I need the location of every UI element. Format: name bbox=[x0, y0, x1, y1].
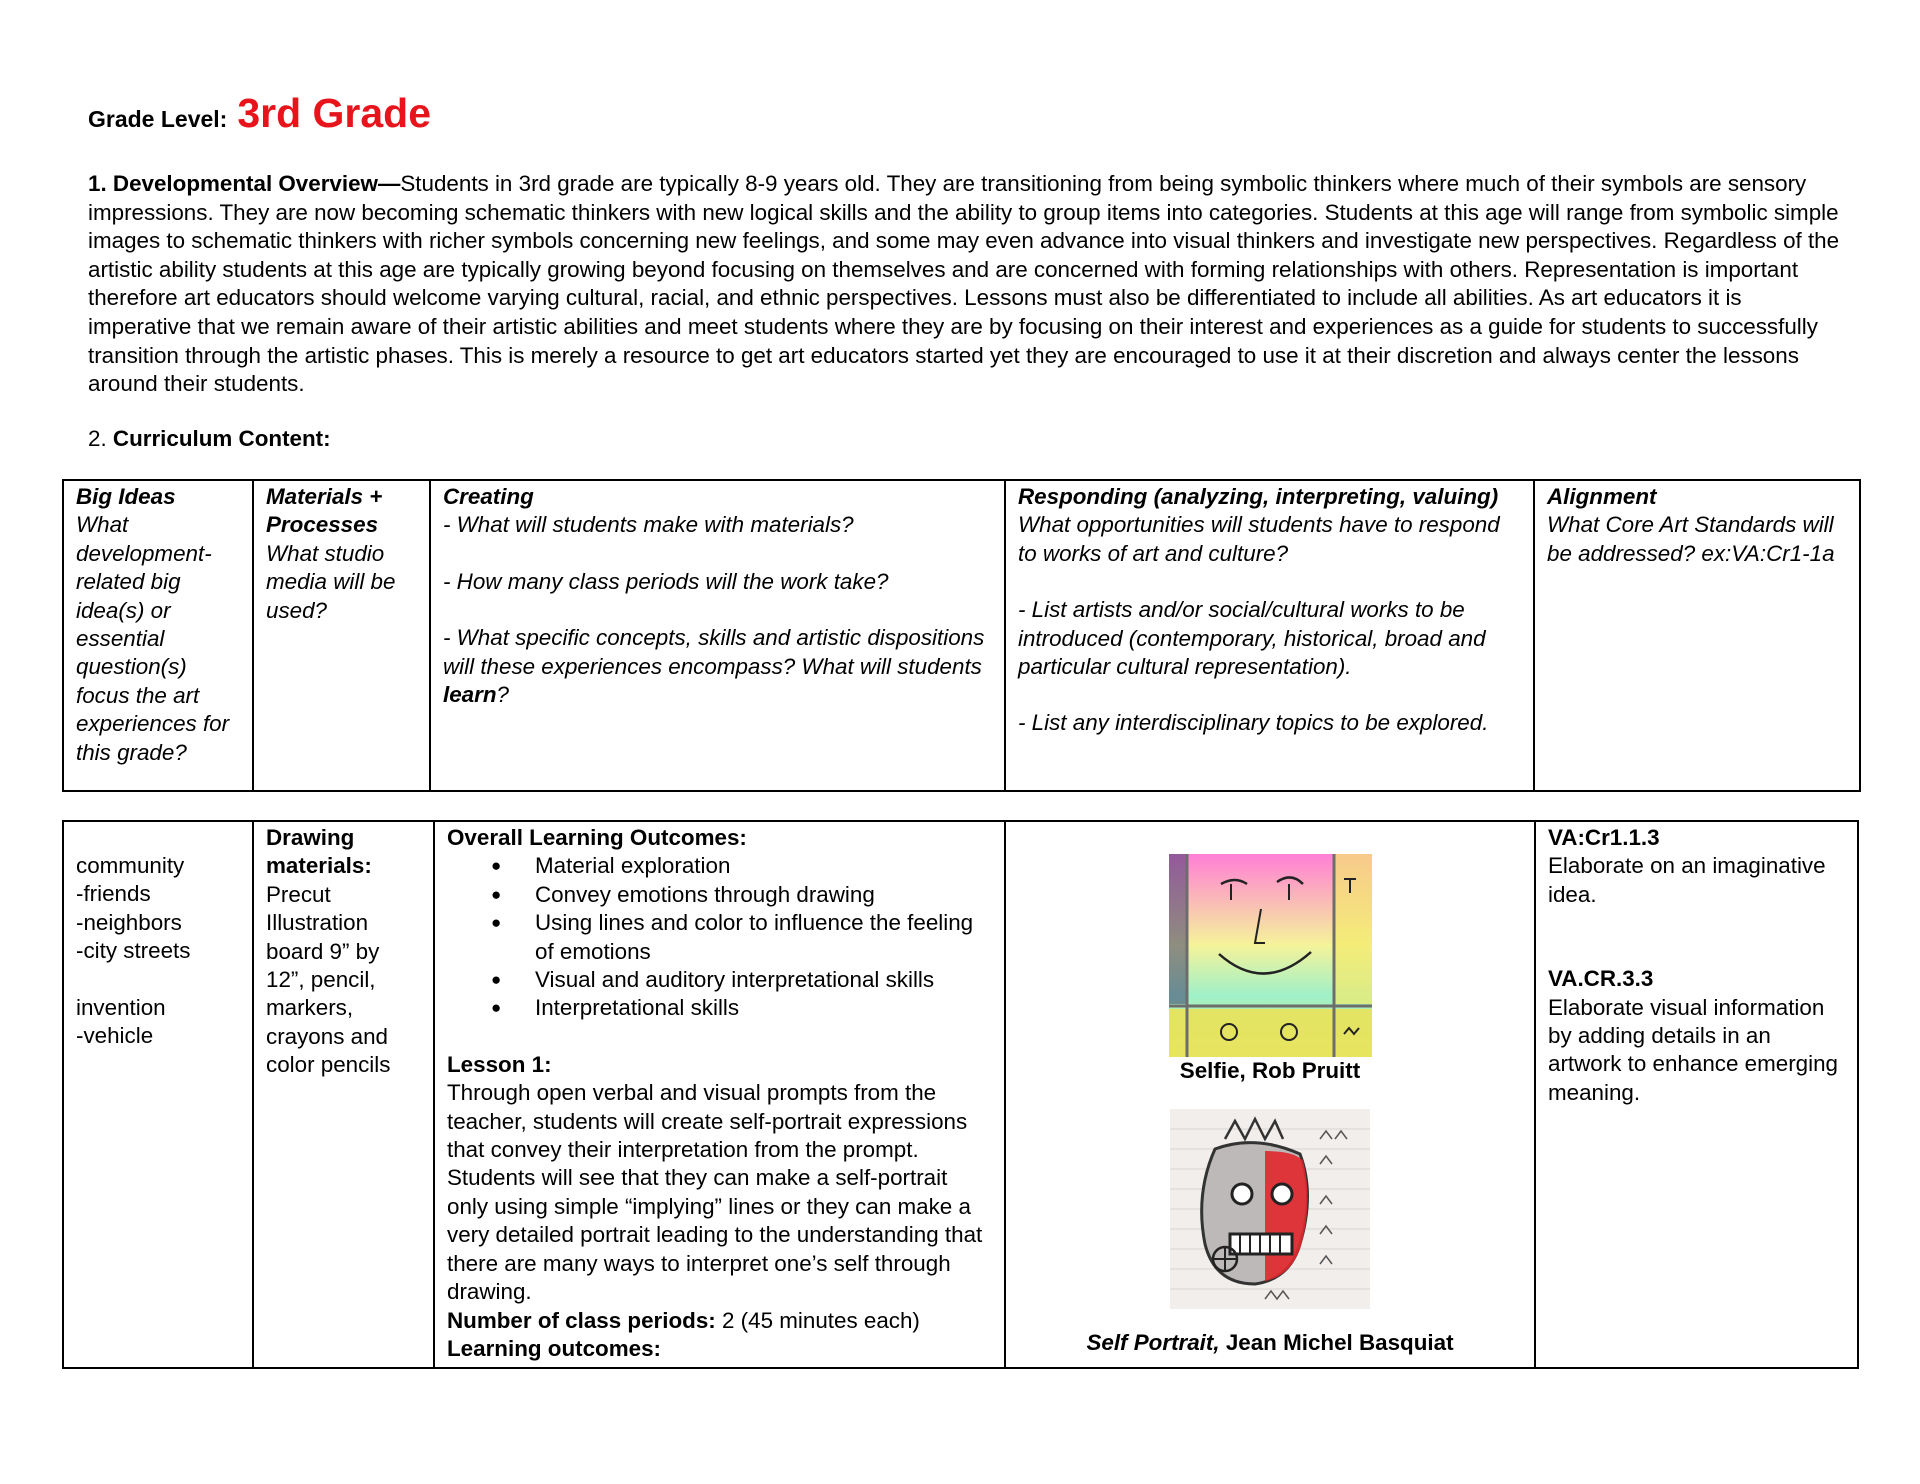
learning-outcomes-label: Learning outcomes: bbox=[447, 1335, 661, 1361]
grade-level-line bbox=[88, 90, 431, 137]
responding-header-cell bbox=[1005, 480, 1534, 791]
big-ideas-description: What development-related big idea(s) or essential question(s) focus the art experiences for this grade? bbox=[76, 512, 230, 765]
creating-cell bbox=[434, 821, 1005, 1368]
curriculum-title: Curriculum Content: bbox=[112, 426, 331, 451]
big-ideas-heading: Big Ideas bbox=[76, 484, 176, 509]
table-row bbox=[63, 821, 1858, 1368]
big-ideas-cell bbox=[63, 821, 253, 1368]
alignment-header-cell bbox=[1534, 480, 1860, 791]
creating-question-3: - What specific concepts, skills and artistic dispositions will these experiences encompass? What will students learn? bbox=[443, 625, 985, 708]
outcomes-list bbox=[447, 852, 992, 1022]
list-item: ● Convey emotions through drawing bbox=[535, 881, 992, 909]
materials-cell bbox=[253, 821, 434, 1368]
creating-question-1: - What will students make with materials? bbox=[443, 512, 854, 538]
curriculum-content-heading bbox=[88, 426, 331, 452]
basquiat-artwork-caption: Self Portrait, Jean Michel Basquiat bbox=[1086, 1330, 1454, 1356]
responding-cell bbox=[1005, 821, 1535, 1368]
standard-description: Elaborate visual information by adding details in an artwork to enhance emerging meaning. bbox=[1548, 994, 1838, 1105]
selfie-artwork-caption: Selfie, Rob Pruitt bbox=[1179, 1058, 1361, 1083]
big-ideas-item: -vehicle bbox=[76, 1023, 154, 1049]
lesson-heading: Lesson 1: bbox=[447, 1051, 552, 1077]
creating-question-2: - How many class periods will the work take? bbox=[443, 568, 889, 594]
creating-header-cell bbox=[430, 480, 1005, 791]
standard-code: VA:Cr1.1.3 bbox=[1548, 825, 1660, 850]
developmental-overview bbox=[88, 170, 1848, 399]
overview-text: Students in 3rd grade are typically 8-9 years old. They are transitioning from being symbolic thinkers where much of their symbols are sensory impressions. They are now becoming schematic thinkers with new logical skills and the ability to group items into categories. Students at this age will range from symbolic simple images to schematic thinkers with richer symbols concerning new feelings, and some may even advance into visual thinkers and investigate new perspectives. Regardless of the artistic ability students at this age are typically growing beyond focusing on themselves and are concerned with forming relationships with others. Representation is important therefore art educators should welcome varying cultural, racial, and ethnic perspectives. Lessons must also be differentiated to include all abilities. As art educators it is imperative that we remain aware of their artistic abilities and meet students where they are by focusing on their interest and experiences as a guide for students to successfully transition through the artistic phases. This is merely a resource to get art educators started yet they are encouraged to use it at their discretion and always center the lessons around their students. bbox=[88, 171, 1840, 397]
responding-question-2: - List artists and/or social/cultural works to be introduced (contemporary, historical, broad and particular cultural representation). bbox=[1018, 597, 1486, 680]
list-item: ● Using lines and color to influence the feeling of emotions bbox=[535, 909, 992, 966]
standard-description: Elaborate on an imaginative idea. bbox=[1548, 853, 1826, 907]
class-periods: Number of class periods: 2 (45 minutes each) bbox=[447, 1307, 920, 1333]
big-ideas-item: community bbox=[76, 853, 185, 878]
big-ideas-item: invention bbox=[76, 994, 166, 1020]
big-ideas-item: -neighbors bbox=[76, 909, 182, 935]
standard-code: VA.CR.3.3 bbox=[1548, 966, 1654, 992]
big-ideas-header-cell bbox=[63, 480, 253, 791]
lesson-description: Through open verbal and visual prompts from the teacher, students will create self-portrait expressions that convey their interpretation from the prompt. Students will see that they can make a self-portrait only using simple “implying” lines or they can make a very detailed portrait leading to the understanding that there are many ways to interpret one’s self through drawing. bbox=[447, 1080, 983, 1305]
alignment-heading: Alignment bbox=[1547, 484, 1657, 509]
lesson-content-table bbox=[62, 820, 1859, 1369]
outcomes-heading: Overall Learning Outcomes: bbox=[447, 825, 747, 850]
curriculum-header-table bbox=[62, 479, 1861, 792]
overview-heading: 1. Developmental Overview— bbox=[88, 171, 401, 196]
basquiat-artwork-image bbox=[1170, 1109, 1370, 1309]
alignment-description: What Core Art Standards will be addressed? ex:VA:Cr1-1a bbox=[1547, 512, 1835, 566]
big-ideas-item: -city streets bbox=[76, 938, 191, 964]
materials-list: Precut Illustration board 9” by 12”, pencil, markers, crayons and color pencils bbox=[266, 881, 391, 1078]
materials-header-cell bbox=[253, 480, 430, 791]
list-item: ● Interpretational skills bbox=[535, 994, 992, 1022]
materials-label: Drawing materials: bbox=[266, 825, 372, 879]
creating-heading: Creating bbox=[443, 484, 534, 509]
responding-heading: Responding (analyzing, interpreting, valuing) bbox=[1018, 484, 1499, 509]
list-item: ● Visual and auditory interpretational skills bbox=[535, 966, 992, 994]
big-ideas-item: -friends bbox=[76, 881, 151, 907]
responding-question-1: What opportunities will students have to respond to works of art and culture? bbox=[1018, 512, 1500, 566]
grade-level-value: 3rd Grade bbox=[237, 90, 432, 136]
table-row bbox=[63, 480, 1860, 791]
materials-description: What studio media will be used? bbox=[266, 540, 396, 623]
selfie-artwork-image bbox=[1169, 854, 1372, 1057]
materials-heading: Materials + Processes bbox=[266, 484, 383, 538]
alignment-cell bbox=[1535, 821, 1858, 1368]
responding-question-3: - List any interdisciplinary topics to be explored. bbox=[1018, 710, 1489, 736]
curriculum-number: 2. bbox=[88, 426, 113, 451]
list-item: ● Material exploration bbox=[535, 852, 992, 880]
grade-level-label: Grade Level: bbox=[88, 106, 228, 132]
